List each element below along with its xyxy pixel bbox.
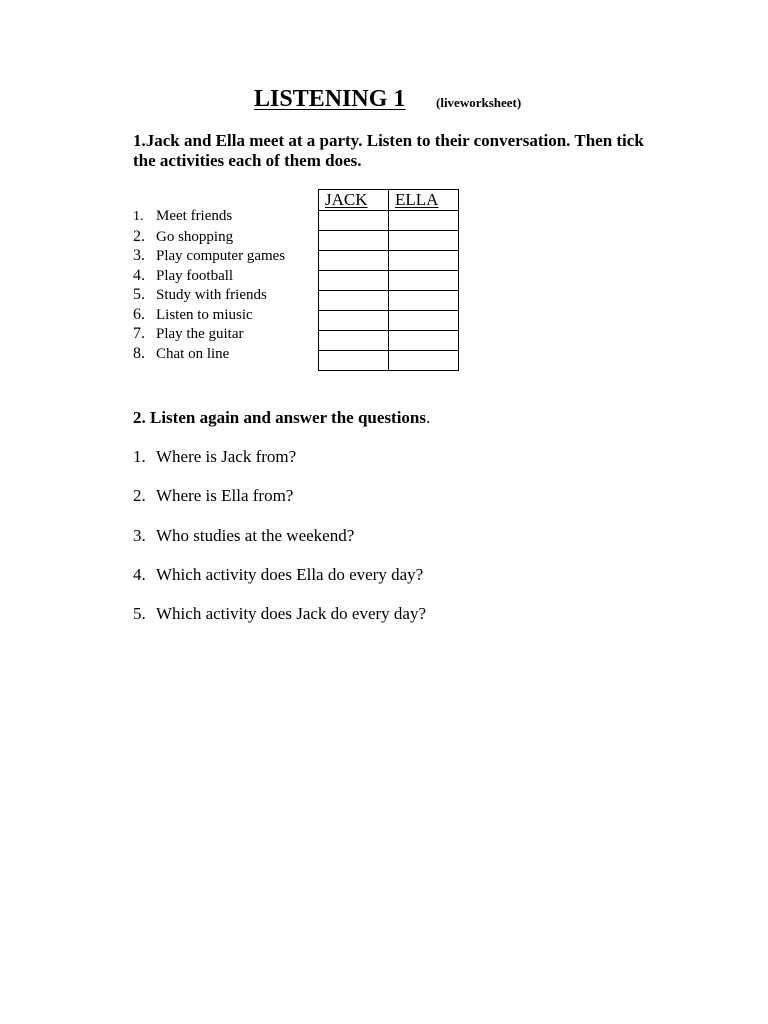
activity-label: Meet friends — [156, 208, 233, 224]
title-main: LISTENING 1 — [254, 86, 406, 112]
list-item — [133, 267, 285, 287]
question-item — [133, 604, 426, 643]
question-number: 5. — [133, 604, 146, 624]
activity-label: Play the guitar — [156, 326, 244, 342]
tick-cell-ella[interactable] — [389, 231, 459, 251]
tick-table — [318, 189, 459, 371]
activity-label: Play football — [156, 267, 234, 284]
question-list — [133, 447, 426, 643]
list-item — [133, 286, 285, 306]
title-subtitle: (liveworksheet) — [436, 95, 522, 110]
item-number: 6. — [133, 305, 145, 323]
question-text: Where is Ella from? — [156, 486, 294, 506]
item-number: 5. — [133, 286, 145, 303]
section1-instruction: 1.Jack and Ella meet at a party. Listen to their conversation. Then tick the activities each of them does. — [133, 131, 644, 170]
tick-cell-jack[interactable] — [319, 211, 389, 231]
tick-cell-jack[interactable] — [319, 251, 389, 271]
table-row — [319, 271, 459, 291]
tick-cell-ella[interactable] — [389, 291, 459, 311]
table-row — [319, 291, 459, 311]
tick-cell-ella[interactable] — [389, 251, 459, 271]
section2-heading-period: . — [426, 408, 431, 427]
column-header-jack: JACK — [319, 190, 389, 211]
question-number: 1. — [133, 447, 146, 466]
table-row — [319, 331, 459, 351]
section2-heading-text: 2. Listen again and answer the questions — [133, 408, 426, 427]
list-item — [133, 345, 285, 365]
table-row — [319, 251, 459, 271]
tick-cell-ella[interactable] — [389, 271, 459, 291]
list-item — [133, 247, 285, 267]
question-item — [133, 486, 426, 525]
tick-cell-ella[interactable] — [389, 211, 459, 231]
tick-cell-jack[interactable] — [319, 291, 389, 311]
activity-label: Play computer games — [156, 248, 286, 264]
list-item — [133, 208, 285, 228]
table-header-row — [319, 190, 459, 211]
question-number: 2. — [133, 486, 146, 506]
question-item — [133, 526, 426, 565]
item-number: 4. — [133, 266, 145, 284]
list-item — [133, 306, 285, 326]
tick-cell-ella[interactable] — [389, 311, 459, 331]
table-row — [319, 351, 459, 371]
table-row — [319, 231, 459, 251]
question-text: Who studies at the weekend? — [156, 525, 355, 545]
section2-heading — [133, 408, 430, 428]
question-text: Which activity does Ella do every day? — [156, 564, 424, 584]
list-item — [133, 228, 285, 248]
item-number: 1. — [133, 209, 144, 224]
item-number: 3. — [133, 247, 145, 264]
tick-cell-jack[interactable] — [319, 311, 389, 331]
activity-label: Study with friends — [156, 287, 267, 303]
table-row — [319, 311, 459, 331]
activity-label: Go shopping — [156, 228, 234, 245]
page-title — [254, 86, 425, 113]
question-item — [133, 565, 426, 604]
tick-cell-jack[interactable] — [319, 331, 389, 351]
question-item — [133, 447, 426, 486]
activity-label: Chat on line — [156, 345, 230, 362]
question-number: 3. — [133, 525, 146, 545]
tick-cell-ella[interactable] — [389, 331, 459, 351]
tick-cell-jack[interactable] — [319, 271, 389, 291]
column-header-ella: ELLA — [389, 190, 459, 211]
question-number: 4. — [133, 564, 146, 584]
activity-list — [133, 208, 285, 364]
question-text: Which activity does Jack do every day? — [156, 604, 427, 624]
item-number: 2. — [133, 227, 145, 245]
tick-cell-ella[interactable] — [389, 351, 459, 371]
activity-label: Listen to miusic — [156, 306, 253, 323]
tick-cell-jack[interactable] — [319, 351, 389, 371]
item-number: 8. — [133, 344, 145, 362]
question-text: Where is Jack from? — [156, 447, 297, 466]
tick-cell-jack[interactable] — [319, 231, 389, 251]
list-item — [133, 325, 285, 345]
table-row — [319, 211, 459, 231]
item-number: 7. — [133, 325, 145, 342]
